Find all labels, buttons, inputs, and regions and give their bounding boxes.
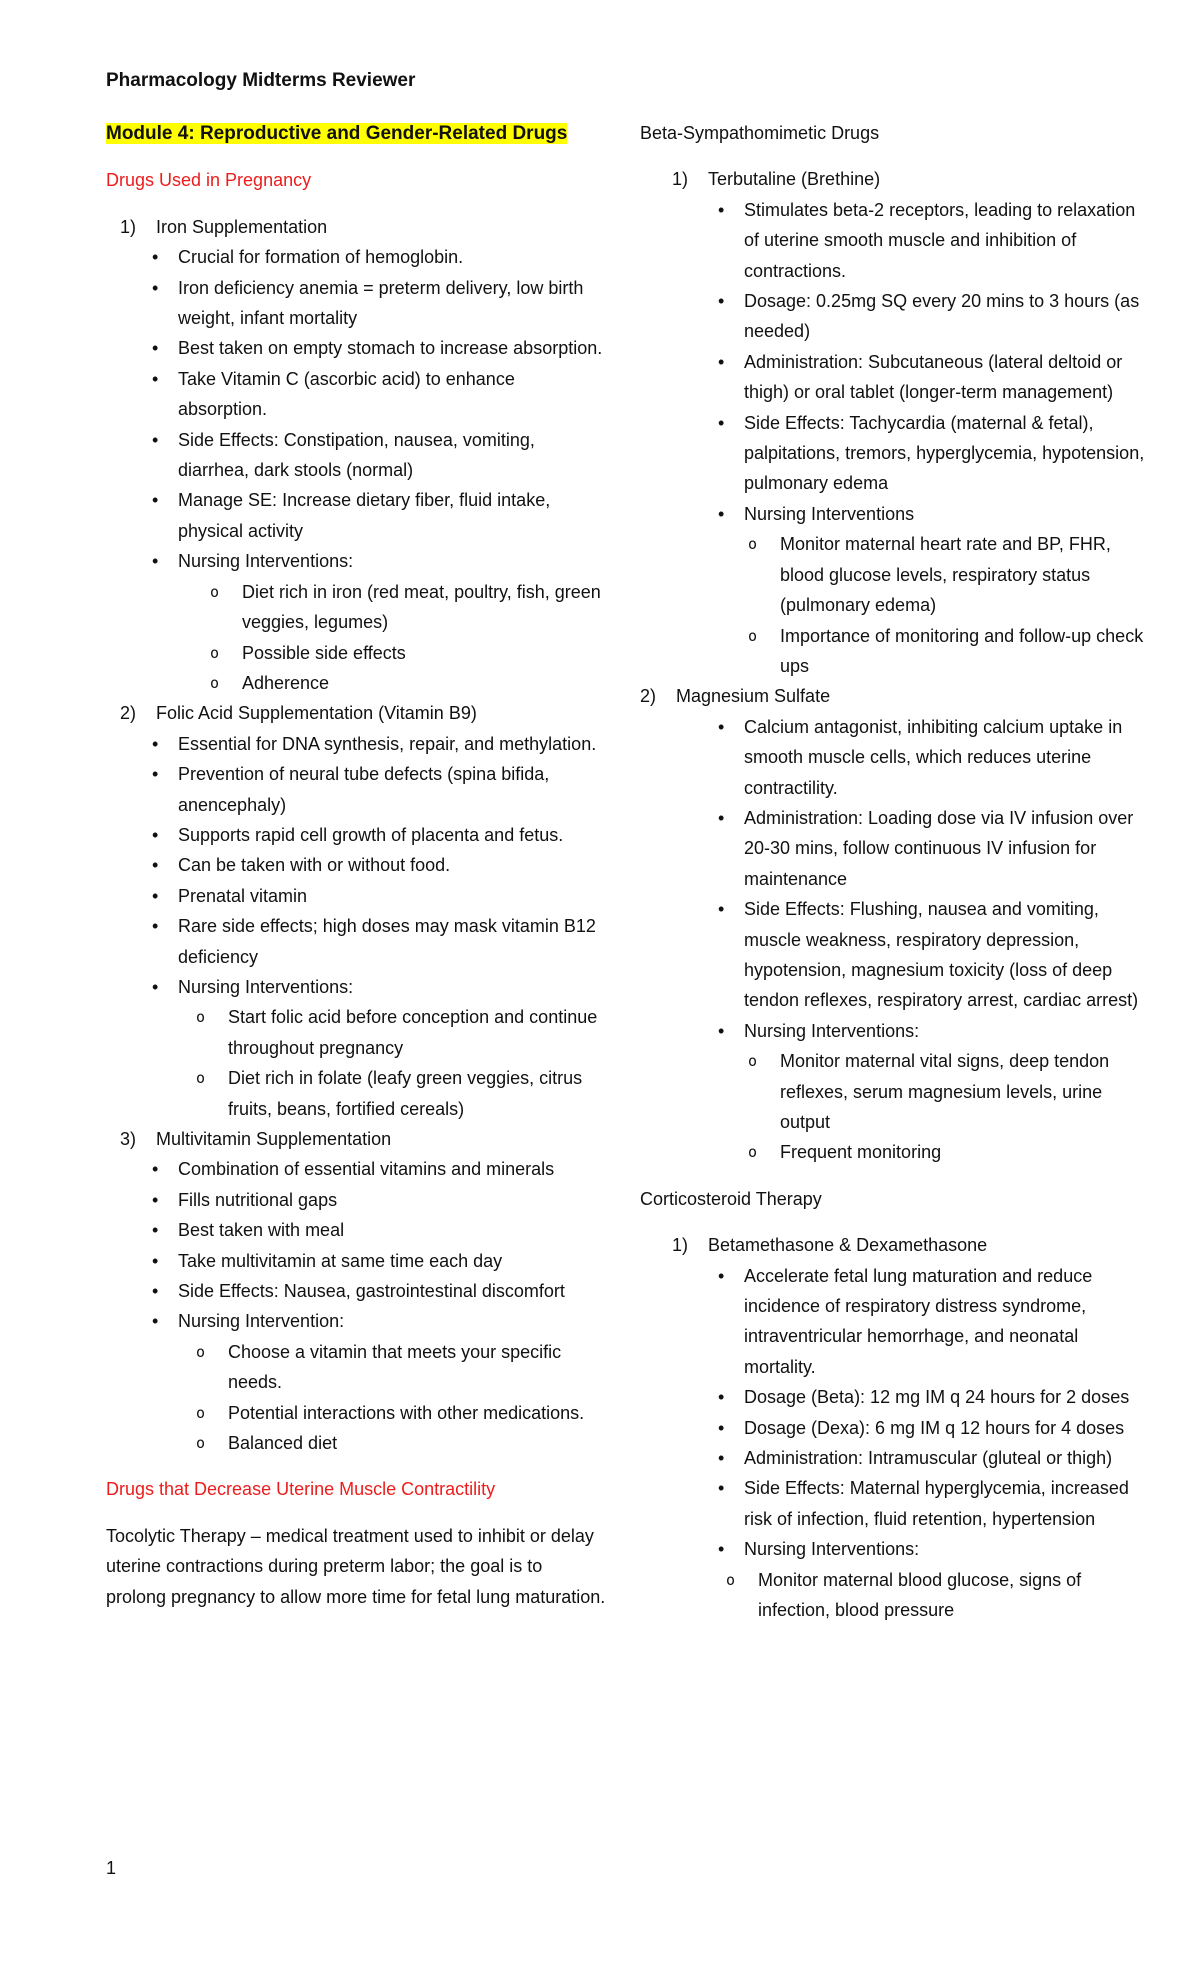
bullet-item: • Administration: Intramuscular (gluteal or thigh) <box>708 1443 1145 1473</box>
sub-item: o Importance of monitoring and follow-up check ups <box>744 621 1145 682</box>
sub-item: o Possible side effects <box>206 638 606 668</box>
beta-drug-list <box>640 164 1145 1167</box>
bullet-item: • Take Vitamin C (ascorbic acid) to enhance absorption. <box>142 364 606 425</box>
section-heading-uterine-contractility: Drugs that Decrease Uterine Muscle Contractility <box>106 1479 496 1500</box>
sub-item: o Potential interactions with other medications. <box>192 1398 606 1428</box>
item-number: 3) <box>120 1129 137 1149</box>
bullet-item: • Nursing Interventions: <box>142 546 606 576</box>
bullet-item: • Stimulates beta-2 receptors, leading to relaxation of uterine smooth muscle and inhibition of contractions. <box>708 195 1145 286</box>
page-number: 1 <box>106 1858 117 1878</box>
sub-item: o Monitor maternal blood glucose, signs of infection, blood pressure <box>722 1565 1145 1626</box>
drug-name: Multivitamin Supplementation <box>156 1129 392 1149</box>
corticosteroid-heading: Corticosteroid Therapy <box>640 1188 822 1209</box>
corticosteroid-drug-list <box>640 1230 1145 1625</box>
drug-name: Folic Acid Supplementation (Vitamin B9) <box>156 703 477 724</box>
bullet-item: • Nursing Intervention: <box>142 1306 606 1336</box>
bullet-item: • Dosage (Dexa): 6 mg IM q 12 hours for 4 doses <box>708 1413 1145 1443</box>
bullet-item: • Side Effects: Maternal hyperglycemia, increased risk of infection, fluid retention, hypertension <box>708 1473 1145 1534</box>
page-title: Pharmacology Midterms Reviewer <box>106 70 416 91</box>
pregnancy-drug-list <box>106 212 606 1459</box>
bullet-item: • Calcium antagonist, inhibiting calcium uptake in smooth muscle cells, which reduces uterine contractility. <box>708 712 1145 803</box>
tocolytic-paragraph: Tocolytic Therapy – medical treatment used to inhibit or delay uterine contractions during preterm labor; the goal is to prolong pregnancy to allow more time for fetal lung maturation. <box>106 1525 606 1607</box>
drug-name: Terbutaline (Brethine) <box>708 169 881 190</box>
drug-item-multivitamin <box>106 1124 606 1458</box>
drug-item-iron <box>106 212 606 699</box>
right-column <box>640 118 1145 1626</box>
module-title: Module 4: Reproductive and Gender-Related Drugs <box>106 123 568 144</box>
item-number: 2) <box>640 686 657 707</box>
section-heading-drugs-pregnancy: Drugs Used in Pregnancy <box>106 170 312 191</box>
bullet-item: • Side Effects: Flushing, nausea and vomiting, muscle weakness, respiratory depression, hypotension, magnesium toxicity (loss of deep tendon reflexes, respiratory arrest, cardiac arrest) <box>708 894 1145 1016</box>
item-number: 1) <box>120 216 137 237</box>
bullet-item: • Iron deficiency anemia = preterm delivery, low birth weight, infant mortality <box>142 273 606 334</box>
drug-item-folic-acid <box>106 698 606 1124</box>
item-number: 1) <box>672 1235 689 1256</box>
drug-item-magnesium-sulfate <box>640 681 1145 1168</box>
drug-item-betamethasone <box>640 1230 1145 1625</box>
bullet-item: • Nursing Interventions: <box>708 1534 1145 1564</box>
bullet-item: • Best taken with meal <box>142 1215 606 1245</box>
sub-item: o Choose a vitamin that meets your specific needs. <box>192 1337 606 1398</box>
beta-heading: Beta-Sympathomimetic Drugs <box>640 123 880 143</box>
bullet-item: • Side Effects: Tachycardia (maternal & fetal), palpitations, tremors, hyperglycemia, hypotension, pulmonary edema <box>708 408 1145 499</box>
bullet-item: • Crucial for formation of hemoglobin. <box>142 242 606 272</box>
sub-item: o Diet rich in folate (leafy green veggies, citrus fruits, beans, fortified cereals) <box>192 1063 606 1124</box>
drug-name: Iron Supplementation <box>156 216 328 237</box>
bullet-item: • Can be taken with or without food. <box>142 850 606 880</box>
drug-item-terbutaline <box>640 164 1145 681</box>
bullet-item: • Fills nutritional gaps <box>142 1185 606 1215</box>
bullet-item: • Nursing Interventions: <box>142 972 606 1002</box>
drug-name: Betamethasone & Dexamethasone <box>708 1235 988 1256</box>
sub-item: o Start folic acid before conception and continue throughout pregnancy <box>192 1002 606 1063</box>
bullet-item: • Nursing Interventions: <box>708 1016 1145 1046</box>
bullet-item: • Dosage: 0.25mg SQ every 20 mins to 3 hours (as needed) <box>708 286 1145 347</box>
bullet-item: • Essential for DNA synthesis, repair, and methylation. <box>142 729 606 759</box>
bullet-item: • Rare side effects; high doses may mask vitamin B12 deficiency <box>142 911 606 972</box>
bullet-item: • Manage SE: Increase dietary fiber, fluid intake, physical activity <box>142 485 606 546</box>
sub-item: o Frequent monitoring <box>744 1137 1145 1167</box>
bullet-item: • Dosage (Beta): 12 mg IM q 24 hours for 2 doses <box>708 1382 1145 1412</box>
sub-item: o Adherence <box>206 668 606 698</box>
item-number: 2) <box>120 703 137 724</box>
bullet-item: • Prenatal vitamin <box>142 881 606 911</box>
bullet-item: • Take multivitamin at same time each day <box>142 1246 606 1276</box>
bullet-item: • Prevention of neural tube defects (spina bifida, anencephaly) <box>142 759 606 820</box>
sub-item: o Diet rich in iron (red meat, poultry, fish, green veggies, legumes) <box>206 577 606 638</box>
left-column <box>106 118 606 1612</box>
bullet-item: • Administration: Subcutaneous (lateral deltoid or thigh) or oral tablet (longer-term management) <box>708 347 1145 408</box>
bullet-item: • Administration: Loading dose via IV infusion over 20-30 mins, follow continuous IV infusion for maintenance <box>708 803 1145 894</box>
bullet-item: • Combination of essential vitamins and minerals <box>142 1154 606 1184</box>
item-number: 1) <box>672 169 689 190</box>
sub-item: o Balanced diet <box>192 1428 606 1458</box>
bullet-item: • Nursing Interventions <box>708 499 1145 529</box>
bullet-item: • Side Effects: Nausea, gastrointestinal discomfort <box>142 1276 606 1306</box>
sub-item: o Monitor maternal vital signs, deep tendon reflexes, serum magnesium levels, urine output <box>744 1046 1145 1137</box>
bullet-item: • Supports rapid cell growth of placenta and fetus. <box>142 820 606 850</box>
bullet-item: • Accelerate fetal lung maturation and reduce incidence of respiratory distress syndrome, intraventricular hemorrhage, and neonatal mortality. <box>708 1261 1145 1383</box>
drug-name: Magnesium Sulfate <box>676 686 831 707</box>
bullet-item: • Side Effects: Constipation, nausea, vomiting, diarrhea, dark stools (normal) <box>142 425 606 486</box>
bullet-item: • Best taken on empty stomach to increase absorption. <box>142 333 606 363</box>
sub-item: o Monitor maternal heart rate and BP, FHR, blood glucose levels, respiratory status (pulmonary edema) <box>744 529 1145 620</box>
